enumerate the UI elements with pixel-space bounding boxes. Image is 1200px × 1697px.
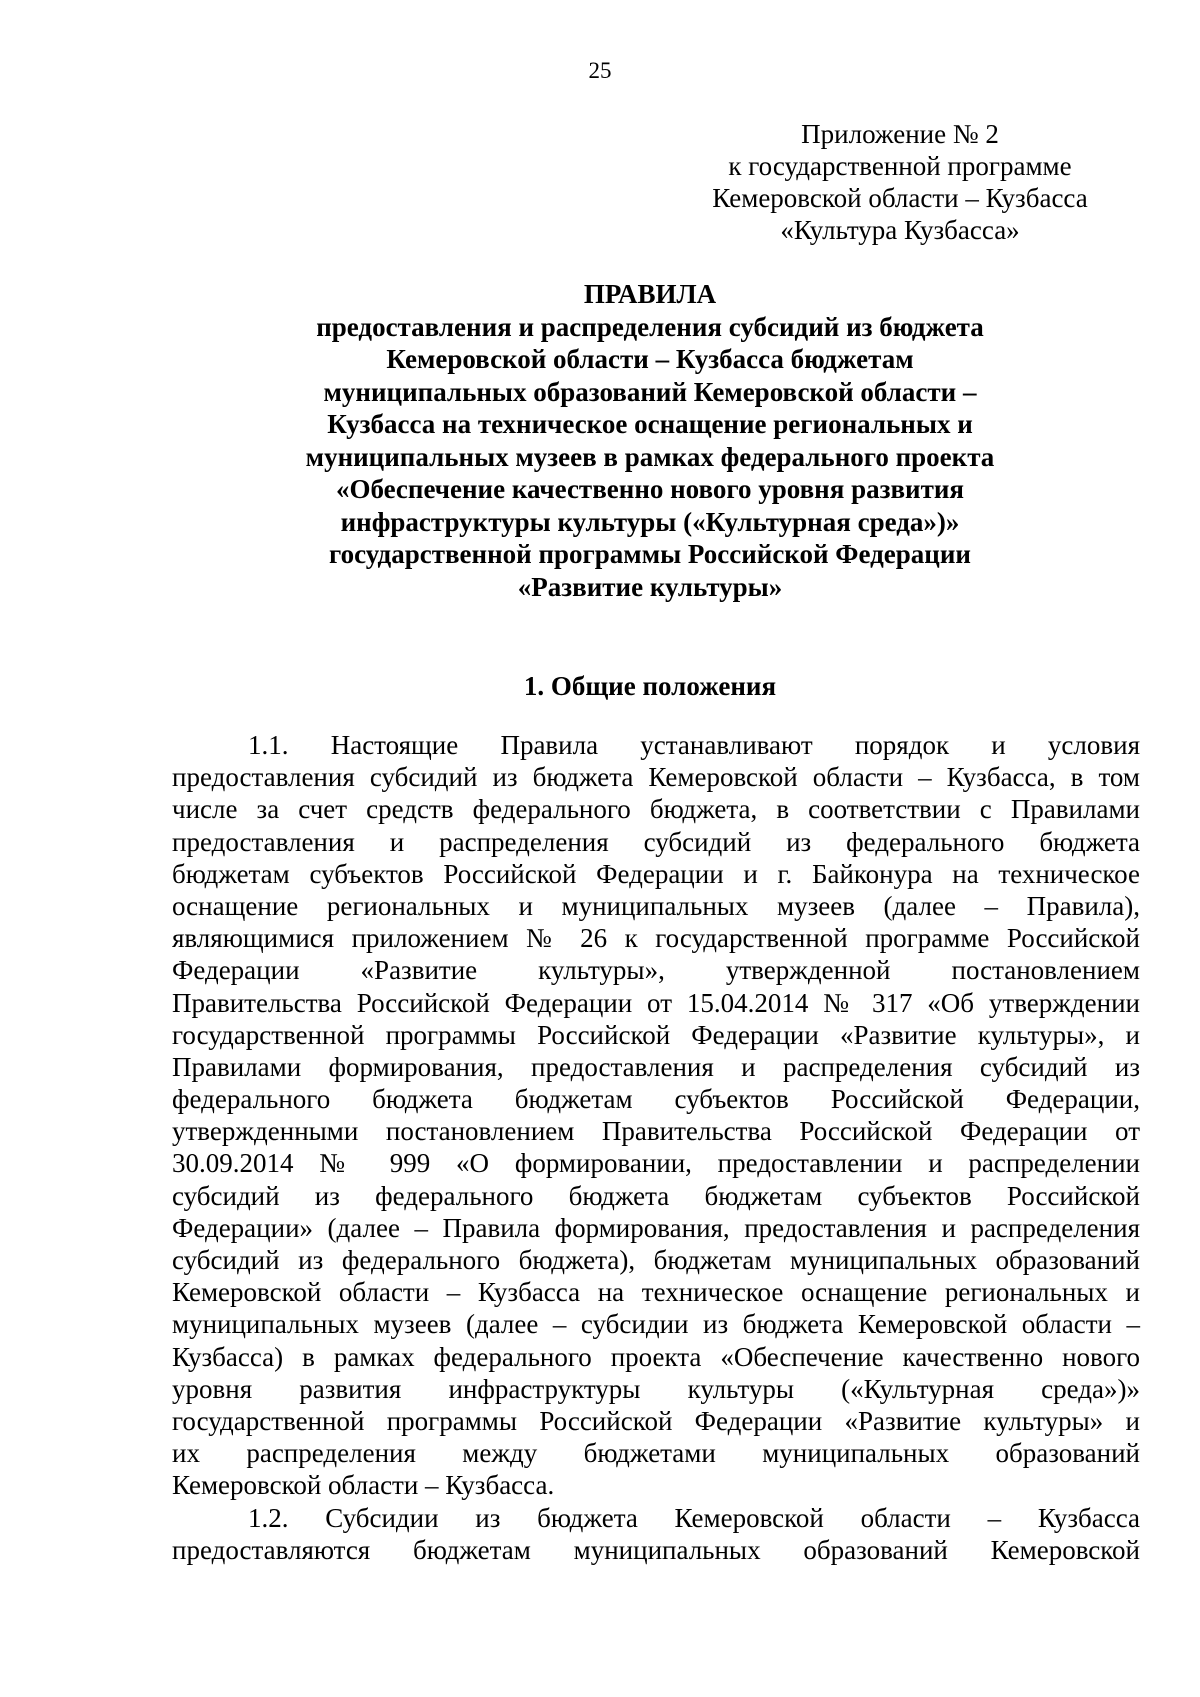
appendix-line: к государственной программе [728,151,1072,181]
text-line: государственной программы Российской Федерации «Развитие культуры» и [172,1405,1140,1436]
text-line: предоставляются бюджетам муниципальных образований Кемеровской [172,1534,1140,1565]
title-line: муниципальных образований Кемеровской области – [323,376,977,407]
text-line: субсидий из федерального бюджета), бюджетам муниципальных образований [172,1245,1140,1275]
title-line: муниципальных музеев в рамках федерального проекта [305,441,995,472]
text-line: Правительства Российской Федерации от 15.04.2014 № 317 «Об утверждении [172,987,1140,1018]
paragraph-1-1 [172,729,1140,1502]
page-number: 25 [588,58,612,83]
text-line: Кузбасса) в рамках федерального проекта «Обеспечение качественно нового [172,1341,1140,1372]
text-line: являющимися приложением № 26 к государственной программе Российской [172,923,1140,954]
appendix-reference [680,118,1120,246]
text-line: муниципальных музеев (далее – субсидии из бюджета Кемеровской области – [172,1309,1140,1340]
text-line: Кемеровской области – Кузбасса. [172,1470,555,1501]
title-line: государственной программы Российской Федерации [329,539,971,569]
title-line: инфраструктуры культуры («Культурная среда»)» [340,506,960,537]
appendix-line: «Культура Кузбасса» [780,215,1020,245]
text-line: 30.09.2014 № 999 «О формировании, предоставлении и распределении [172,1148,1140,1179]
title-line: Кемеровской области – Кузбасса бюджетам [386,344,914,374]
body-text [172,729,1140,1566]
text-line: Кемеровской области – Кузбасса на техническое оснащение региональных и [172,1277,1140,1308]
text-line: федерального бюджета бюджетам субъектов Российской Федерации, [172,1084,1140,1115]
text-line: уровня развития инфраструктуры культуры («Культурная среда»)» [172,1373,1140,1404]
section-heading: 1. Общие положения [523,671,777,701]
text-line: Правилами формирования, предоставления и распределения субсидий из [172,1051,1140,1082]
title-line: «Обеспечение качественно нового уровня развития [335,474,965,504]
text-line: 1.1. Настоящие Правила устанавливают порядок и условия [248,730,1140,760]
appendix-line: Приложение № 2 [801,119,999,149]
text-line: 1.2. Субсидии из бюджета Кемеровской области – Кузбасса [248,1502,1140,1533]
text-line: субсидий из федерального бюджета бюджетам субъектов Российской [172,1180,1140,1211]
title-line: «Развитие культуры» [517,571,783,602]
text-line: Федерации «Развитие культуры», утвержденной постановлением [172,955,1140,986]
document-title [160,278,1140,603]
text-line: оснащение региональных и муниципальных музеев (далее – Правила), [172,890,1140,921]
appendix-line: Кемеровской области – Кузбасса [712,183,1088,213]
text-line: Федерации» (далее – Правила формирования, предоставления и распределения [172,1212,1140,1243]
title-line: предоставления и распределения субсидий из бюджета [316,311,984,342]
text-line: предоставления субсидий из бюджета Кемеровской области – Кузбасса, в том [172,762,1140,793]
text-line: утвержденными постановлением Правительства Российской Федерации от [172,1116,1140,1147]
text-line: их распределения между бюджетами муниципальных образований [172,1438,1140,1469]
paragraph-1-2 [172,1502,1140,1566]
title-heading: ПРАВИЛА [583,279,717,309]
text-line: предоставления и распределения субсидий из федерального бюджета [172,826,1140,857]
text-line: государственной программы Российской Федерации «Развитие культуры», и [172,1019,1140,1050]
text-line: числе за счет средств федерального бюджета, в соответствии с Правилами [172,794,1140,825]
title-line: Кузбасса на техническое оснащение региональных и [327,409,973,439]
text-line: бюджетам субъектов Российской Федерации и г. Байконура на техническое [172,858,1140,889]
